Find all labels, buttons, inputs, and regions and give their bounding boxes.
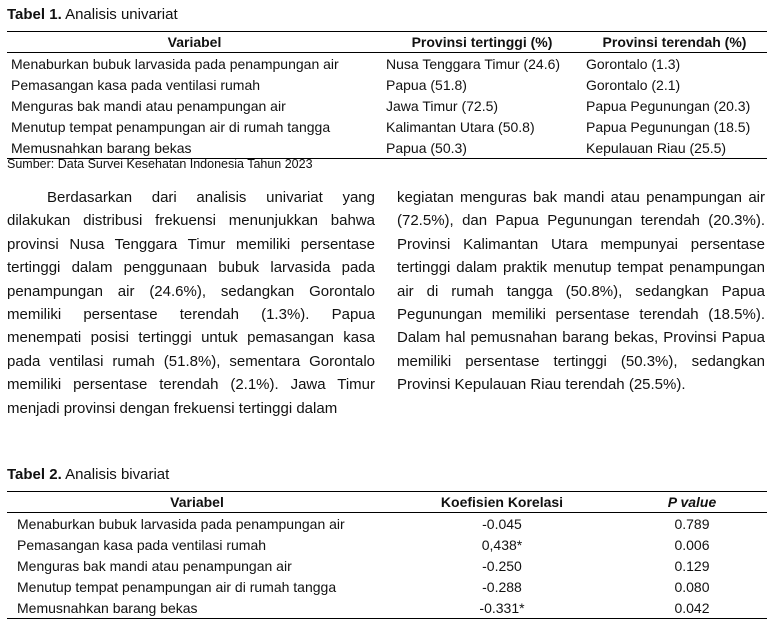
- table1-caption: [7, 6, 178, 23]
- table1-cell-variabel: Menutup tempat penampungan air di rumah tangga: [11, 118, 331, 135]
- table2-header-variabel: Variabel: [7, 492, 387, 513]
- table2-cell-variabel: Menutup tempat penampungan air di rumah tangga: [17, 578, 337, 595]
- table2-cell-pvalue: 0.129: [674, 557, 710, 574]
- table1-cell-terendah: Papua Pegunungan (20.3): [586, 97, 751, 114]
- table2-cell-pvalue: 0.080: [674, 578, 710, 595]
- table1-header-row: [7, 32, 767, 53]
- table-row: [7, 74, 767, 95]
- table2-cell-pvalue: 0.789: [674, 515, 710, 532]
- table2-header-row: [7, 492, 767, 513]
- table-row: [7, 95, 767, 116]
- table1-cell-tertinggi: Papua (50.3): [386, 139, 467, 156]
- body-right-paragraph: kegiatan menguras bak mandi atau penampungan air (72.5%), dan Papua Pegunungan terendah (20.3%). Provinsi Kalimantan Utara mempunyai persentase tertinggi dalam praktik menutup tempat penampungan air di rumah tangga (50.8%), sedangkan Papua Pegunungan memiliki persentase terendah (18.5%). Dalam hal pemusnahan barang bekas, Provinsi Papua memiliki persentase tertinggi (50.3%), sedangkan Provinsi Kepulauan Riau terendah (25.5%).: [397, 189, 765, 394]
- table2-cell-koefisien: -0.250: [482, 557, 522, 574]
- body-left-paragraph: Berdasarkan dari analisis univariat yang dilakukan distribusi frekuensi menunjukkan bahwa provinsi Nusa Tenggara Timur memiliki persentase tertinggi dalam penggunaan bubuk larvasida pada penampungan air (24.6%), sedangkan Gorontalo memiliki persentase terendah (1.3%). Papua menempati posisi tertinggi untuk pemasangan kasa pada ventilasi rumah (51.8%), sementara Gorontalo memiliki persentase terendah (2.1%). Jawa Timur menjadi provinsi dengan frekuensi tertinggi dalam: [7, 189, 375, 417]
- table-row: [7, 513, 767, 535]
- table2-header-pvalue: P value: [617, 492, 767, 513]
- table-row: [7, 576, 767, 597]
- table1-cell-terendah: Papua Pegunungan (18.5): [586, 118, 751, 135]
- table1-cell-tertinggi: Jawa Timur (72.5): [386, 97, 499, 114]
- table1-cell-tertinggi: Kalimantan Utara (50.8): [386, 118, 535, 135]
- table2-cell-koefisien: -0.045: [482, 515, 522, 532]
- table2-cell-variabel: Memusnahkan barang bekas: [17, 599, 198, 616]
- table2-cell-variabel: Menguras bak mandi atau penampungan air: [17, 557, 292, 574]
- table-row: [7, 597, 767, 619]
- table2-cell-koefisien: -0.288: [482, 578, 522, 595]
- table1-source: Sumber: Data Survei Kesehatan Indonesia Tahun 2023: [7, 157, 313, 171]
- table1-caption-text: Analisis univariat: [61, 6, 178, 23]
- table2-cell-pvalue: 0.006: [674, 536, 710, 553]
- table1-cell-tertinggi: Papua (51.8): [386, 76, 467, 93]
- table1-header-variabel: Variabel: [7, 32, 382, 53]
- table2-cell-koefisien: 0,438*: [481, 536, 523, 553]
- table-row: [7, 137, 767, 159]
- table2-caption: [7, 466, 169, 483]
- table1-cell-terendah: Gorontalo (2.1): [586, 76, 681, 93]
- body-left-column: [7, 186, 375, 420]
- table2-cell-koefisien: -0.331*: [479, 599, 525, 616]
- table1-header-tertinggi: Provinsi tertinggi (%): [382, 32, 582, 53]
- table2-cell-pvalue: 0.042: [674, 599, 710, 616]
- table2-header-koefisien: Koefisien Korelasi: [387, 492, 617, 513]
- table1-cell-tertinggi: Nusa Tenggara Timur (24.6): [386, 55, 561, 72]
- table-row: [7, 116, 767, 137]
- table1-cell-variabel: Pemasangan kasa pada ventilasi rumah: [11, 76, 261, 93]
- table1-caption-label: Tabel 1.: [7, 6, 62, 23]
- table1-cell-variabel: Menguras bak mandi atau penampungan air: [11, 97, 286, 114]
- table2-caption-text: Analisis bivariat: [61, 466, 170, 483]
- table2: [7, 491, 767, 619]
- table1-header-terendah: Provinsi terendah (%): [582, 32, 767, 53]
- table1-cell-terendah: Kepulauan Riau (25.5): [586, 139, 727, 156]
- table2-cell-variabel: Pemasangan kasa pada ventilasi rumah: [17, 536, 267, 553]
- table-row: [7, 53, 767, 75]
- table1-cell-terendah: Gorontalo (1.3): [586, 55, 681, 72]
- table1-cell-variabel: Memusnahkan barang bekas: [11, 139, 192, 156]
- table-row: [7, 534, 767, 555]
- body-right-column: [397, 186, 765, 397]
- table2-caption-label: Tabel 2.: [7, 466, 62, 483]
- table1-cell-variabel: Menaburkan bubuk larvasida pada penampungan air: [11, 55, 339, 72]
- table-row: [7, 555, 767, 576]
- table1: [7, 31, 767, 159]
- table2-cell-variabel: Menaburkan bubuk larvasida pada penampungan air: [17, 515, 345, 532]
